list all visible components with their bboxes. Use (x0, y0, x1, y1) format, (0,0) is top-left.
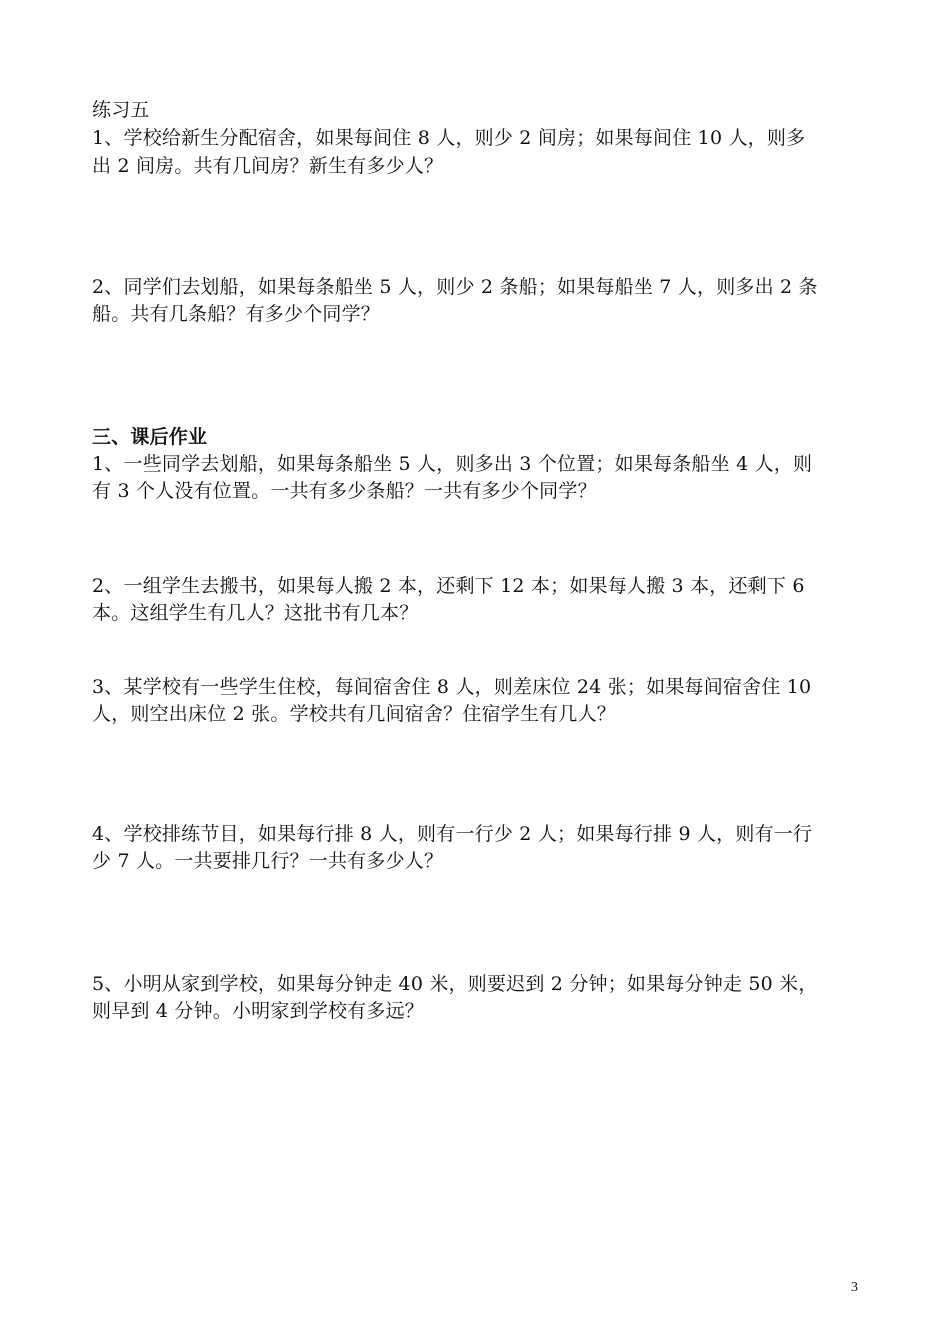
homework-question-5-line-2: 则早到 4 分钟。小明家到学校有多远？ (92, 1000, 424, 1022)
homework-question-2-line-1: 2、一组学生去搬书，如果每人搬 2 本，还剩下 12 本；如果每人搬 3 本，还剩下 6 (92, 575, 805, 597)
homework-question-5-line-1: 5、小明从家到学校，如果每分钟走 40 米，则要迟到 2 分钟；如果每分钟走 50 米， (92, 973, 818, 995)
exercise-title: 练习五 (92, 99, 150, 121)
homework-heading: 三、课后作业 (92, 426, 208, 448)
homework-question-4-line-1: 4、学校排练节目，如果每行排 8 人，则有一行少 2 人；如果每行排 9 人，则有一行 (92, 823, 813, 845)
homework-question-2-line-2: 本。这组学生有几人？这批书有几本？ (92, 602, 419, 624)
exercise-question-1-line-1: 1、学校给新生分配宿舍，如果每间住 8 人，则少 2 间房；如果每间住 10 人，则多 (92, 127, 806, 149)
homework-question-4-line-2: 少 7 人。一共要排几行？一共有多少人？ (92, 850, 444, 872)
page-number: 3 (851, 1280, 858, 1295)
homework-question-1-line-1: 1、一些同学去划船，如果每条船坐 5 人，则多出 3 个位置；如果每条船坐 4 人，则 (92, 453, 813, 475)
exercise-question-2-line-2: 船。共有几条船？有多少个同学？ (92, 303, 381, 325)
homework-question-3-line-2: 人，则空出床位 2 张。学校共有几间宿舍？住宿学生有几人？ (92, 703, 616, 725)
exercise-question-1-line-2: 出 2 间房。共有几间房？新生有多少人？ (92, 155, 444, 177)
homework-question-1-line-2: 有 3 个人没有位置。一共有多少条船？一共有多少个同学？ (92, 480, 597, 502)
homework-question-3-line-1: 3、某学校有一些学生住校，每间宿舍住 8 人，则差床位 24 张；如果每间宿舍住 10 (92, 676, 812, 698)
exercise-question-2-line-1: 2、同学们去划船，如果每条船坐 5 人，则少 2 条船；如果每船坐 7 人，则多出 2 条 (92, 276, 818, 298)
